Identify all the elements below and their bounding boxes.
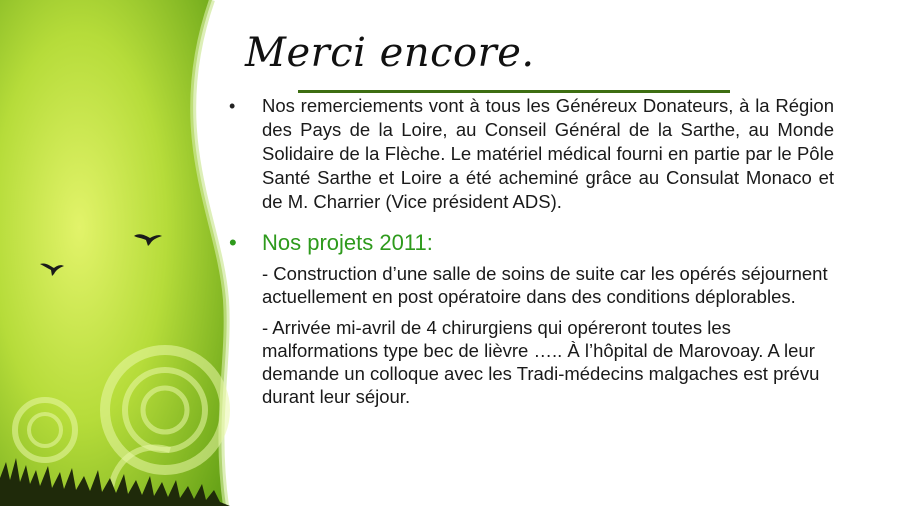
green-background-art (0, 0, 260, 506)
bullet-projects (229, 228, 849, 258)
project-item: - Construction d’une salle de soins de suite car les opérés séjournent actuellement en post opératoire dans des conditions déplorables. (262, 263, 828, 307)
green-decorative-panel (0, 0, 260, 506)
bullet-dot: • (229, 230, 237, 255)
bullet-dot: • (229, 96, 236, 116)
title-underline (298, 90, 730, 93)
project-item: - Arrivée mi-avril de 4 chirurgiens qui opéreront toutes les malformations type bec de lièvre ….. À l’hôpital de Marovoay. A leur demande un colloque avec les Tradi-médecins malgaches est prévu durant leur séjour. (262, 317, 820, 407)
projects-heading: Nos projets 2011: (262, 230, 433, 255)
thanks-paragraph: Nos remerciements vont à tous les Généreux Donateurs, à la Région des Pays de la Loire, au Conseil Général de la Sarthe, au Monde Solidaire de la Flèche. Le matériel médical fourni en partie par le Pôle Santé Sarthe et Loire a été acheminé grâce au Consulat Monaco et de M. Charrier (Vice président ADS). (262, 95, 834, 212)
bullet-thanks (229, 94, 849, 214)
slide-content (229, 94, 849, 408)
slide-title: Merci encore. (245, 30, 535, 76)
